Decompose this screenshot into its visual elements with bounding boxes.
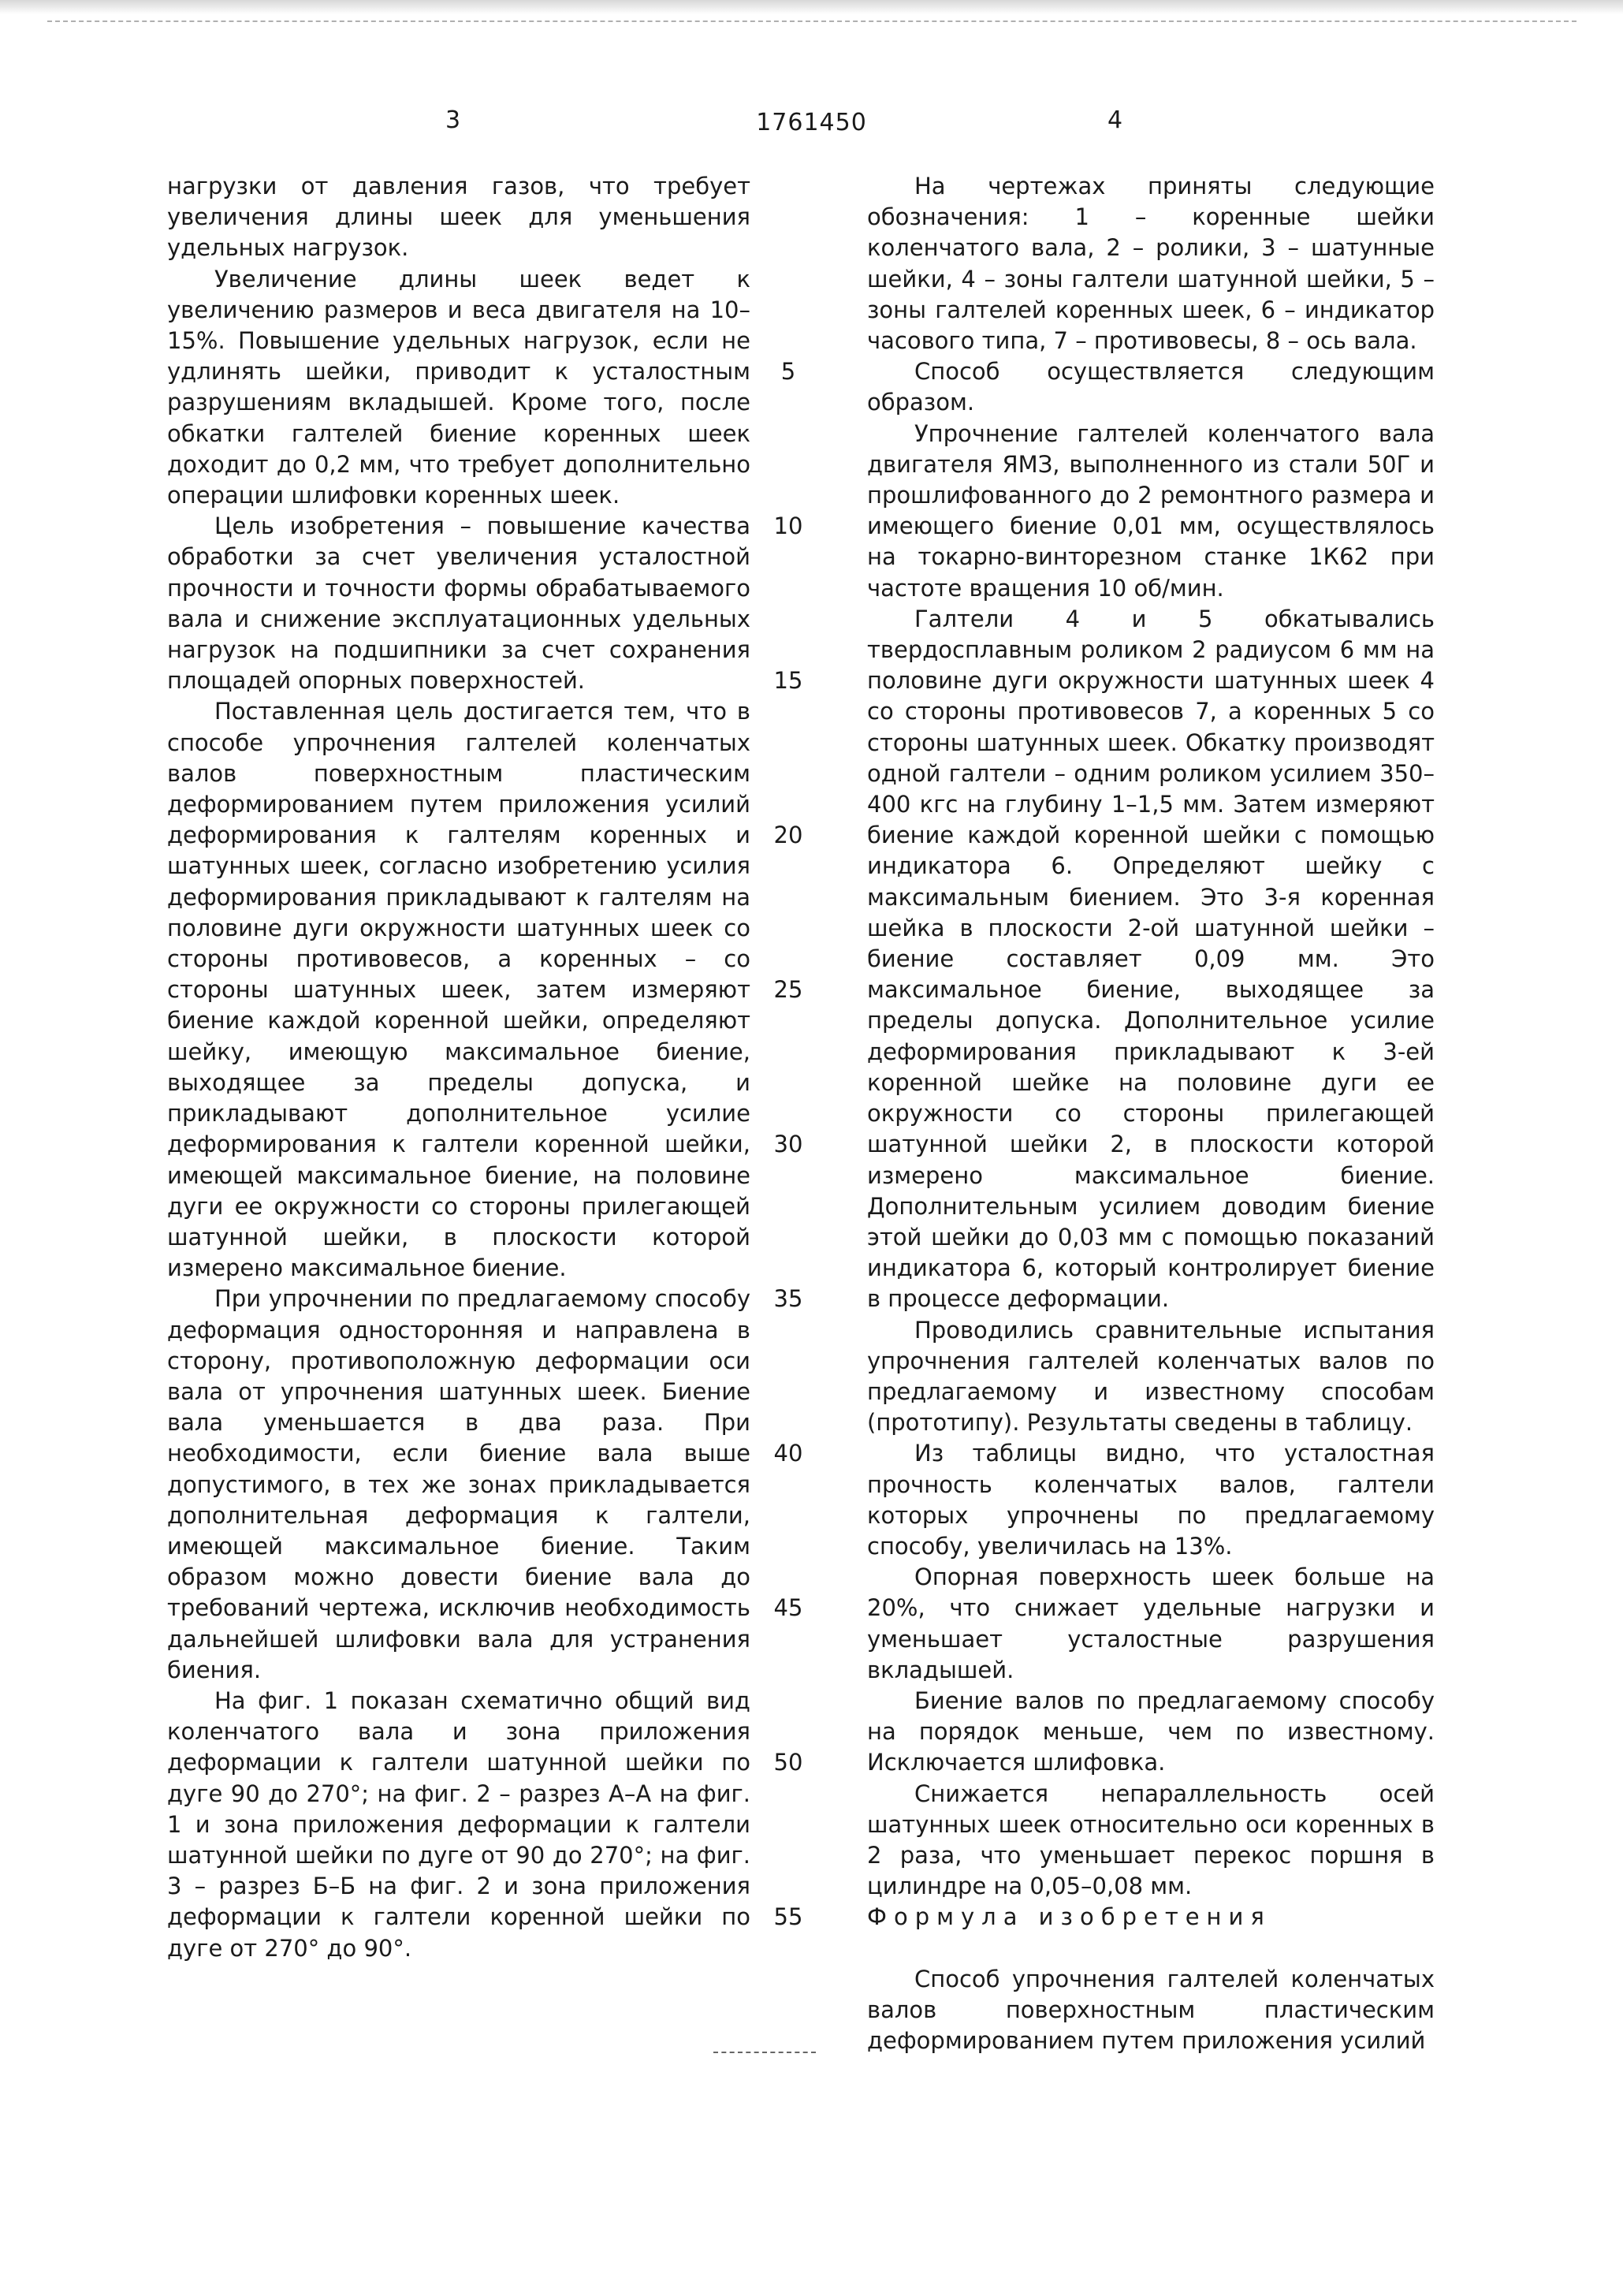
page-number-right: 4 xyxy=(1107,106,1123,134)
paragraph: На чертежах приняты следующие обозначения: 1 – коренные шейки коленчатого вала, 2 – ролики, 3 – шатунные шейки, 4 – зоны галтели шатунной шейки, 5 – зоны галтелей коренных шеек, 6 – индикатор часового типа, 7 – противовесы, 8 – ось вала. xyxy=(867,173,1435,355)
paragraph: Опорная поверхность шеек больше на 20%, что снижает удельные нагрузки и уменьшает усталостные разрушения вкладышей. xyxy=(867,1564,1435,1683)
page-number-left: 3 xyxy=(445,106,461,134)
line-number: 55 xyxy=(773,1903,803,1930)
paragraph: Поставленная цель достигается тем, что в способе упрочнения галтелей коленчатых валов поверхностным пластическим деформированием путем приложения усилий деформирования к галтелям коренных и шатунных шеек, согласно изобретению усилия деформирования прикладывают к галтелям на половине дуги окружности шатунных шеек со стороны противовесов, а коренных – со стороны шатунных шеек, затем измеряют биение каждой коренной шейки, определяют шейку, имеющую максимальное биение, выходящее за пределы допуска, и прикладывают дополнительное усилие деформирования к галтели коренной шейки, имеющей максимальное биение, на половине дуги ее окружности со стороны прилегающей шатунной шейки, в плоскости которой измерено максимальное биение. xyxy=(167,698,750,1282)
paragraph: Цель изобретения – повышение качества обработки за счет увеличения усталостной прочности и точности формы обрабатываемого вала и снижение эксплуатационных удельных нагрузок на подшипники за счет сохранения площадей опорных поверхностей. xyxy=(167,512,750,695)
line-number: 40 xyxy=(773,1440,803,1467)
paragraph: Биение валов по предлагаемому способу на порядок меньше, чем по известному. Исключается шлифовка. xyxy=(867,1687,1435,1776)
paragraph: Способ осуществляется следующим образом. xyxy=(867,358,1435,416)
paragraph: Упрочнение галтелей коленчатого вала двигателя ЯМЗ, выполненного из стали 50Г и прошлифованного до 2 ремонтного размера и имеющего биение 0,01 мм, осуществлялось на токарно-винторезном станке 1К62 при частоте вращения 10 об/мин. xyxy=(867,419,1435,602)
formula-text: Способ упрочнения галтелей коленчатых валов поверхностным пластическим деформированием путем приложения усилий xyxy=(867,1965,1435,2054)
spacer xyxy=(867,1933,1435,1964)
left-column xyxy=(167,171,750,1964)
bottom-dash xyxy=(713,2052,816,2053)
paragraph: нагрузки от давления газов, что требует увеличения длины шеек для уменьшения удельных нагрузок. xyxy=(167,173,750,262)
paragraph: На фиг. 1 показан схематично общий вид коленчатого вала и зона приложения деформации к галтели шатунной шейки по дуге 90 до 270°; на фиг. 2 – разрез А–А на фиг. 1 и зона приложения деформации к галтели шатунной шейки по дуге от 90 до 270°; на фиг. 3 – разрез Б–Б на фиг. 2 и зона приложения деформации к галтели коренной шейки по дуге от 270° до 90°. xyxy=(167,1687,750,1962)
paragraph: Снижается непараллельность осей шатунных шеек относительно оси коренных в 2 раза, что уменьшает перекос поршня в цилиндре на 0,05–0,08 мм. xyxy=(867,1780,1435,1900)
paragraph: Из таблицы видно, что усталостная прочность коленчатых валов, галтели которых упрочнены по предлагаемому способу, увеличилась на 13%. xyxy=(867,1440,1435,1560)
paragraph: Увеличение длины шеек ведет к увеличению размеров и веса двигателя на 10–15%. Повышение удельных нагрузок, если не удлинять шейки, приводит к усталостным разрушениям вкладышей. Кроме того, после обкатки галтелей биение коренных шеек доходит до 0,2 мм, что требует дополнительно операции шлифовки коренных шеек. xyxy=(167,265,750,509)
line-number: 25 xyxy=(773,976,803,1003)
paragraph: При упрочнении по предлагаемому способу деформация односторонняя и направлена в сторону, противоположную деформации оси вала от упрочнения шатунных шеек. Биение вала уменьшается в два раза. При необходимости, если биение вала выше допустимого, в тех же зонах прикладывается дополнительная деформация к галтели, имеющей максимальное биение. Таким образом можно довести биение вала до требований чертежа, исключив необходимость дальнейшей шлифовки вала для устранения биения. xyxy=(167,1285,750,1683)
paragraph: Галтели 4 и 5 обкатывались твердосплавным роликом 2 радиусом 6 мм на половине дуги окружности шатунных шеек 4 со стороны противовесов 7, а коренных 5 со стороны шатунных шеек. Обкатку производят одной галтели – одним роликом усилием 350–400 кгс на глубину 1–1,5 мм. Затем измеряют биение каждой коренной шейки с помощью индикатора 6. Определяют шейку с максимальным биением. Это 3-я коренная шейка в плоскости 2-ой шатунной шейки – биение составляет 0,09 мм. Это максимальное биение, выходящее за пределы допуска. Дополнительное усилие деформирования прикладывают к 3-ей коренной шейке на половине дуги ее окружности со стороны прилегающей шатунной шейки 2, в плоскости которой измерено максимальное биение. Дополнительным усилием доводим биение этой шейки до 0,03 мм с помощью показаний индикатора 6, который контролирует биение в процессе деформации. xyxy=(867,605,1435,1313)
line-number: 20 xyxy=(773,822,803,848)
patent-number: 1761450 xyxy=(756,109,867,136)
line-number: 35 xyxy=(773,1285,803,1312)
line-number: 15 xyxy=(773,667,803,694)
line-number: 5 xyxy=(780,358,796,385)
line-number: 10 xyxy=(773,512,803,539)
line-number: 45 xyxy=(773,1594,803,1621)
line-number: 30 xyxy=(773,1131,803,1157)
line-number: 50 xyxy=(773,1749,803,1776)
scan-edge xyxy=(0,0,1623,14)
right-column xyxy=(867,171,1435,2056)
paragraph: Проводились сравнительные испытания упрочнения галтелей коленчатых валов по предлагаемому и известному способам (прототипу). Результаты сведены в таблицу. xyxy=(867,1316,1435,1437)
formula-heading: Формула изобретения xyxy=(867,1903,1271,1931)
top-rule xyxy=(47,20,1576,22)
